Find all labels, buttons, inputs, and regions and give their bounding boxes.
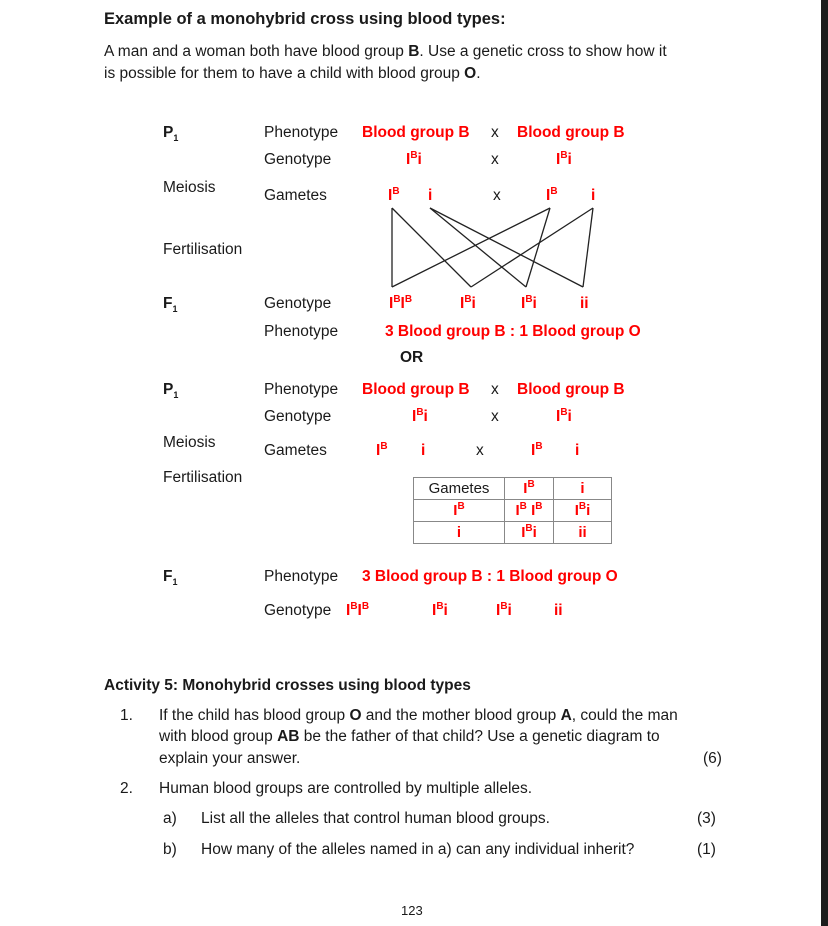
offspring-genotype (580, 295, 589, 313)
phenotype-label: Phenotype (264, 124, 339, 141)
genotype-label: Genotype (264, 602, 332, 619)
cross-line (392, 208, 471, 287)
gametes-label: Gametes (264, 442, 327, 459)
allele-text: I (521, 524, 526, 541)
allele-superscript: B (560, 150, 568, 161)
cross-line (392, 208, 550, 287)
parent2-phenotype: Blood group B (517, 124, 625, 141)
allele-text: ii (554, 602, 563, 619)
allele-text: i (575, 442, 580, 459)
gamete (531, 442, 543, 460)
allele-superscript: B (464, 294, 472, 305)
genotype-label: Genotype (264, 408, 332, 425)
allele-text: I (531, 442, 536, 459)
allele-text: I (376, 442, 381, 459)
question-2b-marks: (1) (697, 841, 716, 858)
allele-superscript: B (535, 441, 543, 452)
allele-text: i (423, 408, 428, 425)
table-cell (554, 522, 612, 544)
allele-superscript: B (560, 407, 568, 418)
allele-superscript: B (519, 501, 527, 512)
offspring-phenotype: 3 Blood group B : 1 Blood group O (362, 568, 618, 585)
p1-label: $P_1$ (163, 124, 179, 144)
table-cell (505, 500, 554, 522)
gamete (575, 442, 579, 460)
allele-superscript: B (535, 501, 543, 512)
allele-text: I (460, 295, 465, 312)
f1-label: $F_1$ (163, 295, 178, 315)
question-number: 1. (120, 707, 133, 724)
allele-text: i (532, 524, 537, 541)
allele-text: ii (578, 524, 587, 541)
allele-superscript: B (500, 601, 508, 612)
offspring-genotype (496, 602, 512, 620)
or-label: OR (400, 349, 424, 366)
table-row-header (414, 522, 505, 544)
table-row (414, 500, 612, 522)
meiosis-label: Meiosis (163, 179, 216, 196)
allele-text: i (567, 151, 572, 168)
allele-text: i (507, 602, 512, 619)
p1-label: $P_1$ (163, 381, 179, 401)
allele-superscript: B (525, 294, 533, 305)
question-2b-label: b) (163, 841, 177, 858)
question-number: 2. (120, 780, 133, 797)
question-1-line-1: If the child has blood group O and the mother blood group A, could the man (159, 707, 678, 724)
cross-symbol: x (491, 124, 499, 141)
allele-superscript: B (393, 294, 401, 305)
allele-superscript: B (361, 601, 370, 612)
table-cell (554, 500, 612, 522)
parent2-genotype (556, 408, 572, 426)
allele-text: I (388, 187, 393, 204)
allele-text: i (443, 602, 448, 619)
question-1-line-2: with blood group AB be the father of that child? Use a genetic diagram to (159, 728, 660, 745)
offspring-genotype (460, 295, 476, 313)
allele-text: I (556, 408, 561, 425)
page-title: Example of a monohybrid cross using blood types: (104, 10, 506, 28)
parent1-phenotype: Blood group B (362, 381, 470, 398)
allele-text: I (432, 602, 437, 619)
allele-text: I (515, 502, 520, 519)
question-2a-marks: (3) (697, 810, 716, 827)
allele-text: ii (580, 295, 589, 312)
gametes-label: Gametes (264, 187, 327, 204)
allele-superscript: B (550, 186, 558, 197)
phenotype-label: Phenotype (264, 381, 339, 398)
meiosis-label: Meiosis (163, 434, 216, 451)
allele-text: I (400, 295, 405, 312)
fertilisation-label: Fertilisation (163, 241, 243, 258)
question-2a-text: List all the alleles that control human blood groups. (201, 810, 550, 827)
allele-superscript: B (410, 150, 418, 161)
allele-text: I (357, 602, 362, 619)
question-2a-label: a) (163, 810, 177, 827)
allele-text: I (526, 502, 536, 519)
allele-text: i (456, 524, 462, 541)
gamete (376, 442, 388, 460)
page-number: 123 (401, 903, 423, 918)
f1-label: $F_1$ (163, 568, 178, 588)
allele-text: I (523, 480, 528, 497)
cross-symbol: x (493, 187, 501, 204)
allele-text: I (406, 151, 411, 168)
allele-text: i (591, 187, 596, 204)
offspring-genotype (389, 295, 412, 313)
cross-symbol: x (476, 442, 484, 459)
gamete (421, 442, 425, 460)
allele-text: i (586, 502, 591, 519)
allele-superscript: B (416, 407, 424, 418)
allele-superscript: B (527, 479, 535, 490)
allele-superscript: B (436, 601, 444, 612)
allele-text: i (421, 442, 426, 459)
question-1-marks: (6) (703, 750, 722, 767)
table-row-header (414, 500, 505, 522)
genotype-label: Genotype (264, 151, 332, 168)
fertilisation-label: Fertilisation (163, 469, 243, 486)
allele-superscript: B (350, 601, 358, 612)
question-2b-text: How many of the alleles named in a) can any individual inherit? (201, 841, 635, 858)
phenotype-label: Phenotype (264, 568, 339, 585)
parent2-phenotype: Blood group B (517, 381, 625, 398)
allele-text: I (453, 502, 458, 519)
allele-superscript: B (380, 441, 388, 452)
activity-heading: Activity 5: Monohybrid crosses using blood types (104, 677, 471, 694)
allele-text: i (471, 295, 476, 312)
question-2-text: Human blood groups are controlled by multiple alleles. (159, 780, 533, 797)
allele-superscript: B (392, 186, 400, 197)
allele-text: I (412, 408, 417, 425)
table-row (414, 478, 612, 500)
cross-symbol: x (491, 408, 499, 425)
table-header-cell (554, 478, 612, 500)
cross-symbol: x (491, 381, 499, 398)
question-1-line-3: explain your answer. (159, 750, 301, 767)
allele-text: i (532, 295, 537, 312)
allele-text: I (346, 602, 351, 619)
genotype-label: Genotype (264, 295, 332, 312)
allele-text: I (556, 151, 561, 168)
offspring-genotype (554, 602, 563, 620)
allele-text: I (496, 602, 501, 619)
allele-text: I (574, 502, 579, 519)
table-header-cell (505, 478, 554, 500)
allele-text: i (580, 480, 585, 497)
allele-superscript: B (457, 501, 465, 512)
table-header-corner: Gametes (414, 478, 505, 500)
allele-text: I (546, 187, 551, 204)
punnett-square (413, 477, 612, 544)
allele-text: I (389, 295, 394, 312)
phenotype-label: Phenotype (264, 323, 339, 340)
cross-line (430, 208, 583, 287)
parent1-genotype (412, 408, 428, 426)
allele-text: i (417, 151, 422, 168)
table-cell (505, 522, 554, 544)
offspring-genotype (346, 602, 369, 620)
allele-text: i (567, 408, 572, 425)
table-row (414, 522, 612, 544)
offspring-genotype (521, 295, 537, 313)
offspring-phenotype: 3 Blood group B : 1 Blood group O (385, 323, 641, 340)
intro-line-2: is possible for them to have a child with blood group O. (104, 65, 481, 82)
cross-line (583, 208, 593, 287)
cross-symbol: x (491, 151, 499, 168)
intro-line-1: A man and a woman both have blood group B. Use a genetic cross to show how it (104, 43, 667, 60)
cross-line (430, 208, 526, 287)
allele-superscript: B (578, 501, 587, 512)
cross-line (526, 208, 550, 287)
allele-text: I (521, 295, 526, 312)
allele-superscript: B (525, 523, 533, 534)
allele-text: i (428, 187, 433, 204)
offspring-genotype (432, 602, 448, 620)
allele-superscript: B (404, 294, 413, 305)
parent1-phenotype: Blood group B (362, 124, 470, 141)
cross-line (471, 208, 593, 287)
